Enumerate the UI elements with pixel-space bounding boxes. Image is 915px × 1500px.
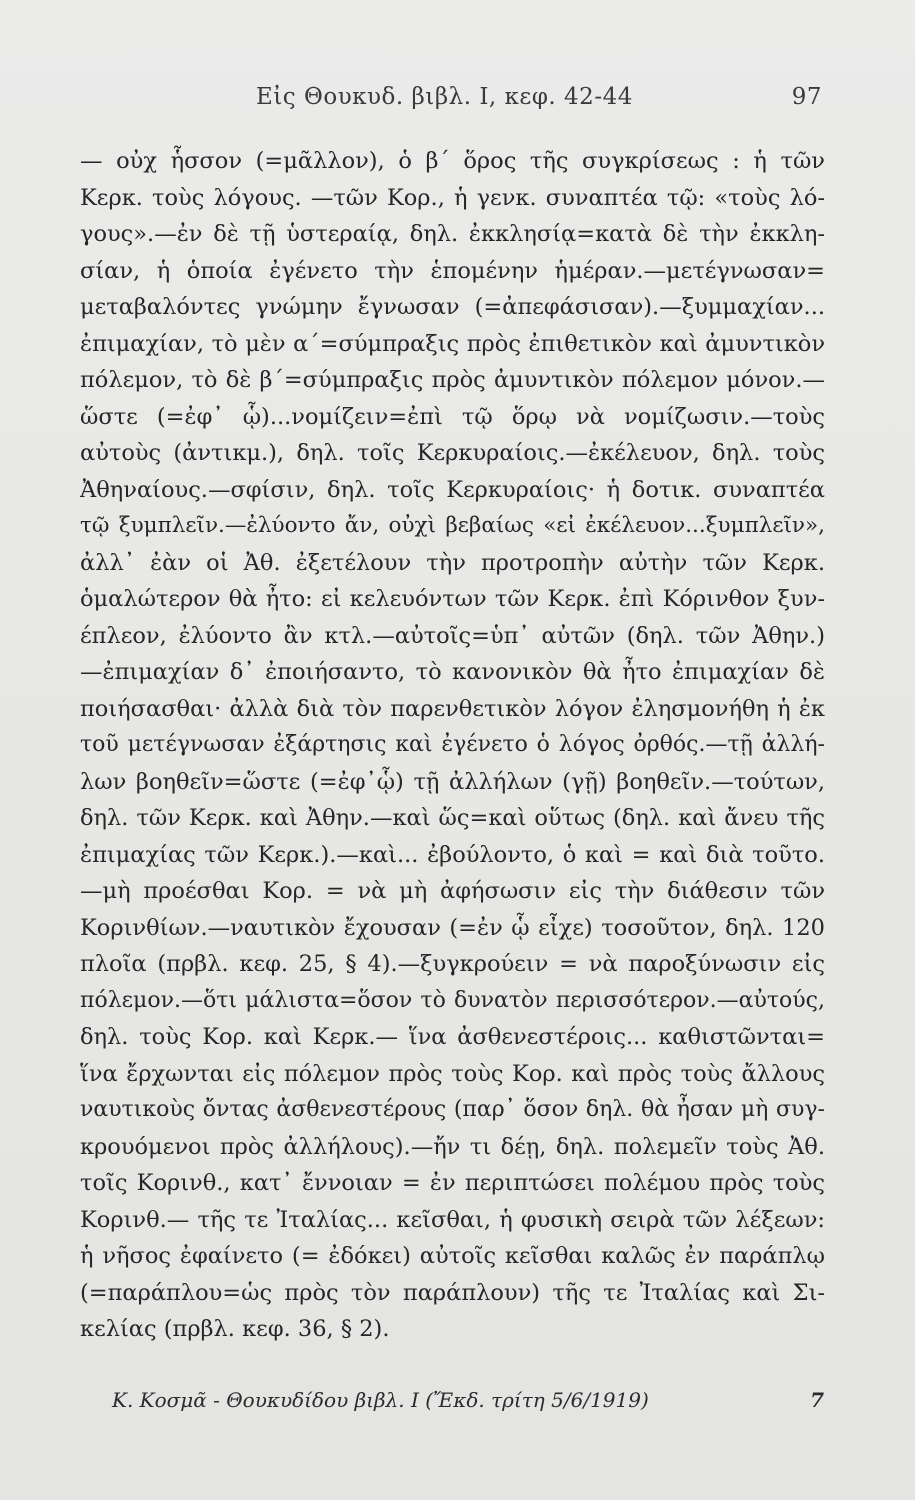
text-line: έπλεον, ἐλύοντο ἂν κτλ.—αὐτοῖς=ὑπ᾽ αὐτῶν (δηλ. τῶν Ἀθην.) — [80, 622, 825, 649]
text-line: (=παράπλου=ὡς πρὸς τὸν παράπλουν) τῆς τε Ἰταλίας καὶ Σι- — [80, 1279, 825, 1306]
page-footer — [112, 1388, 824, 1422]
running-head — [80, 84, 822, 124]
text-line: ἀλλ᾽ ἐὰν οἱ Ἀθ. ἐξετέλουν τὴν προτροπὴν αὐτὴν τῶν Κερκ. — [80, 549, 825, 576]
text-line: τῷ ξυμπλεῖν.—ἐλύοντο ἄν, οὐχὶ βεβαίως «εἰ ἐκέλευον...ξυμπλεῖν», — [80, 513, 825, 538]
text-line: τοῖς Κορινθ., κατ᾽ ἔννοιαν = ἐν περιπτώσει πολέμου πρὸς τοὺς — [80, 1170, 825, 1196]
commentary-text — [80, 143, 825, 1348]
text-line: ἐπιμαχίαν, τὸ μὲν α΄=σύμπραξις πρὸς ἐπιθετικὸν καὶ ἀμυντικὸν — [80, 330, 825, 357]
text-line: πλοῖα (πρβλ. κεφ. 25, § 4).—ξυγκρούειν = νὰ παροξύνωσιν εἰς — [80, 951, 825, 977]
text-line: Ἀθηναίους.—σφίσιν, δηλ. τοῖς Κερκυραίοις· ἡ δοτικ. συναπτέα — [80, 476, 825, 503]
text-line: δηλ. τοὺς Κορ. καὶ Κερκ.— ἵνα ἀσθενεστέροις... καθιστῶνται= — [80, 1024, 825, 1050]
text-line: μεταβαλόντες γνώμην ἔγνωσαν (=ἀπεφάσισαν).—ξυμμαχίαν... — [80, 294, 825, 320]
text-line: ἐπιμαχίας τῶν Κερκ.).—καὶ... ἐβούλοντο, ὁ καὶ = καὶ διὰ τοῦτο. — [80, 841, 825, 868]
text-line: σίαν, ἡ ὁποία ἐγένετο τὴν ἑπομένην ἡμέραν.—μετέγνωσαν= — [80, 257, 825, 284]
text-line: δηλ. τῶν Κερκ. καὶ Ἀθην.—καὶ ὥς=καὶ οὕτως (δηλ. καὶ ἄνευ τῆς — [80, 805, 825, 831]
footer-credit: Κ. Κοσμᾶ - Θουκυδίδου βιβλ. Ι (Ἔκδ. τρίτη 5/6/1919) — [112, 1388, 649, 1412]
signature-mark: 7 — [810, 1388, 824, 1412]
text-line: —ἐπιμαχίαν δ᾽ ἐποιήσαντο, τὸ κανονικὸν θὰ ἦτο ἐπιμαχίαν δὲ — [80, 659, 825, 685]
text-line: γους».—ἐν δὲ τῇ ὑστεραίᾳ, δηλ. ἐκκλησίᾳ=κατὰ δὲ τὴν ἐκκλη- — [80, 221, 825, 247]
running-title: Εἰς Θουκυδ. βιβλ. Ι, κεφ. 42-44 — [256, 84, 633, 110]
text-line: κρουόμενοι πρὸς ἀλλήλους).—ἤν τι δέῃ, δηλ. πολεμεῖν τοὺς Ἀθ. — [80, 1133, 825, 1160]
text-line: —μὴ προέσθαι Κορ. = νὰ μὴ ἀφήσωσιν εἰς τὴν διάθεσιν τῶν — [80, 878, 825, 904]
page-number: 97 — [791, 84, 822, 110]
text-line: ὥστε (=ἐφ᾽ ᾧ)...νομίζειν=ἐπὶ τῷ ὅρῳ νὰ νομίζωσιν.—τοὺς — [80, 403, 825, 430]
text-line: τοῦ μετέγνωσαν ἐξάρτησις καὶ ἐγένετο ὁ λόγος ὀρθός.—τῇ ἀλλή- — [80, 732, 825, 757]
text-line: — οὐχ ἧσσον (=μᾶλλον), ὁ β΄ ὅρος τῆς συγκρίσεως : ἡ τῶν — [80, 148, 825, 174]
text-line: ναυτικοὺς ὄντας ἀσθενεστέρους (παρ᾽ ὅσον δηλ. θὰ ἦσαν μὴ συγ- — [80, 1097, 825, 1122]
text-line: ὁμαλώτερον θὰ ἦτο: εἰ κελευόντων τῶν Κερκ. ἐπὶ Κόρινθον ξυν- — [80, 586, 825, 612]
text-line: αὐτοὺς (ἀντικμ.), δηλ. τοῖς Κερκυραίοις.—ἐκέλευον, δηλ. τοὺς — [80, 440, 825, 466]
text-line: ἵνα ἔρχωνται εἰς πόλεμον πρὸς τοὺς Κορ. καὶ πρὸς τοὺς ἄλλους — [80, 1060, 825, 1087]
text-line: Κορινθ.— τῆς τε Ἰταλίας... κεῖσθαι, ἡ φυσικὴ σειρὰ τῶν λέξεων: — [80, 1206, 825, 1233]
text-line: ποιήσασθαι· ἀλλὰ διὰ τὸν παρενθετικὸν λόγον ἐλησμονήθη ἡ ἐκ — [80, 695, 825, 722]
text-line: πόλεμον, τὸ δὲ β΄=σύμπραξις πρὸς ἀμυντικὸν πόλεμον μόνον.— — [80, 367, 825, 393]
text-line: Κερκ. τοὺς λόγους. —τῶν Κορ., ἡ γενκ. συναπτέα τῷ: «τοὺς λό- — [80, 184, 825, 211]
text-line: Κορινθίων.—ναυτικὸν ἔχουσαν (=ἐν ᾧ εἶχε) τοσοῦτον, δηλ. 120 — [80, 914, 825, 941]
text-line: πόλεμον.—ὅτι μάλιστα=ὅσον τὸ δυνατὸν περισσότερον.—αὐτούς, — [80, 987, 825, 1013]
text-line: ἡ νῆσος ἐφαίνετο (= ἐδόκει) αὐτοῖς κεῖσθαι καλῶς ἐν παράπλῳ — [80, 1243, 825, 1269]
text-line: κελίας (πρβλ. κεφ. 36, § 2). — [80, 1316, 390, 1342]
text-line: λων βοηθεῖν=ὥστε (=ἐφ᾽ᾧ) τῇ ἀλλήλων (γῇ) βοηθεῖν.—τούτων, — [80, 768, 825, 795]
